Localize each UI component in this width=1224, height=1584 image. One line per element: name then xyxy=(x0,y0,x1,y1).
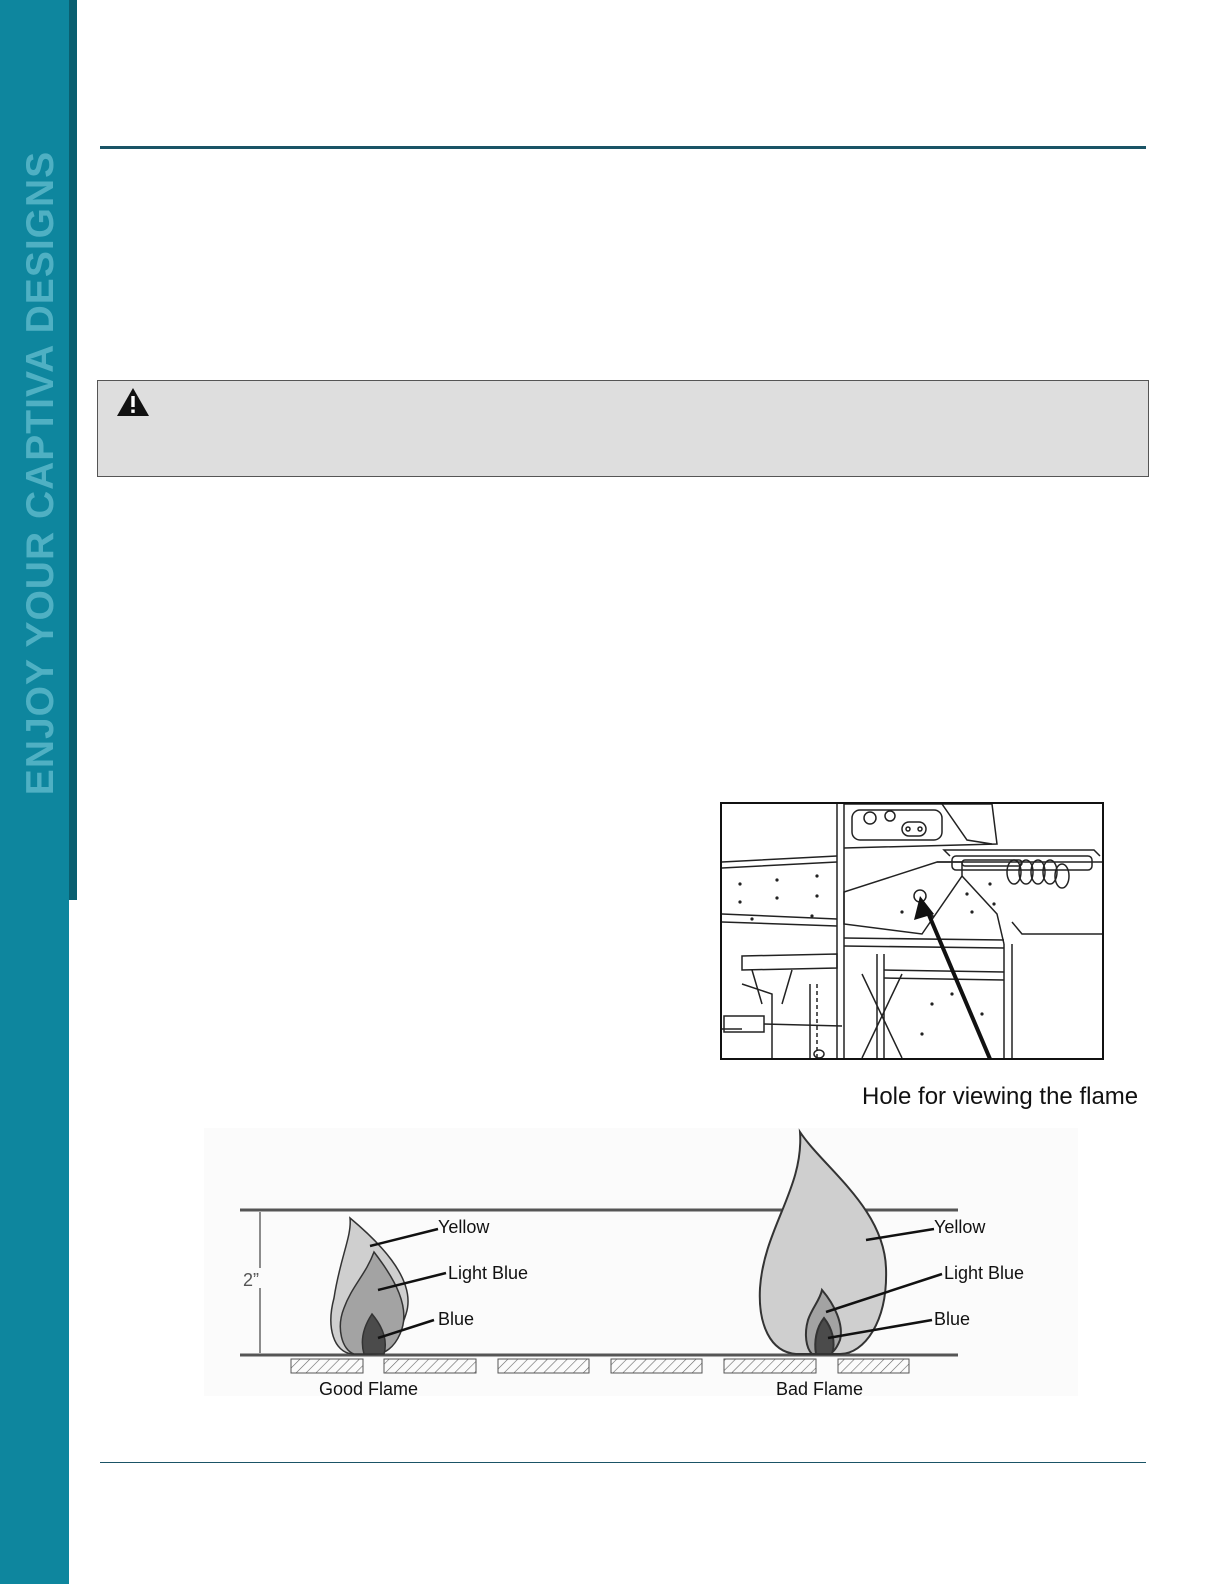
good-yellow-label: Yellow xyxy=(438,1217,490,1237)
grill-viewing-hole-figure xyxy=(720,802,1104,1060)
sidebar-shadow xyxy=(69,0,77,900)
footer-rule xyxy=(100,1462,1146,1463)
header-rule xyxy=(100,146,1146,149)
good-light-blue-label: Light Blue xyxy=(448,1263,529,1283)
warning-triangle-icon xyxy=(115,386,151,418)
sidebar-tagline: ENJOY YOUR CAPTIVA DESIGNS xyxy=(19,150,62,796)
good-flame-title: Good Flame xyxy=(319,1379,419,1399)
grill-drawing xyxy=(722,804,1102,1058)
height-marker-label: 2” xyxy=(243,1270,260,1290)
bad-light-blue-label: Light Blue xyxy=(944,1263,1025,1283)
good-blue-label: Blue xyxy=(438,1309,475,1329)
viewing-hole-caption: Hole for viewing the flame xyxy=(862,1083,1139,1110)
bad-blue-label: Blue xyxy=(934,1309,971,1329)
bad-yellow-label: Yellow xyxy=(934,1217,986,1237)
warning-box xyxy=(97,380,1149,477)
flame-comparison-diagram xyxy=(204,1128,1078,1399)
flame-drawing xyxy=(204,1128,1078,1396)
bad-flame-title: Bad Flame xyxy=(776,1379,864,1399)
